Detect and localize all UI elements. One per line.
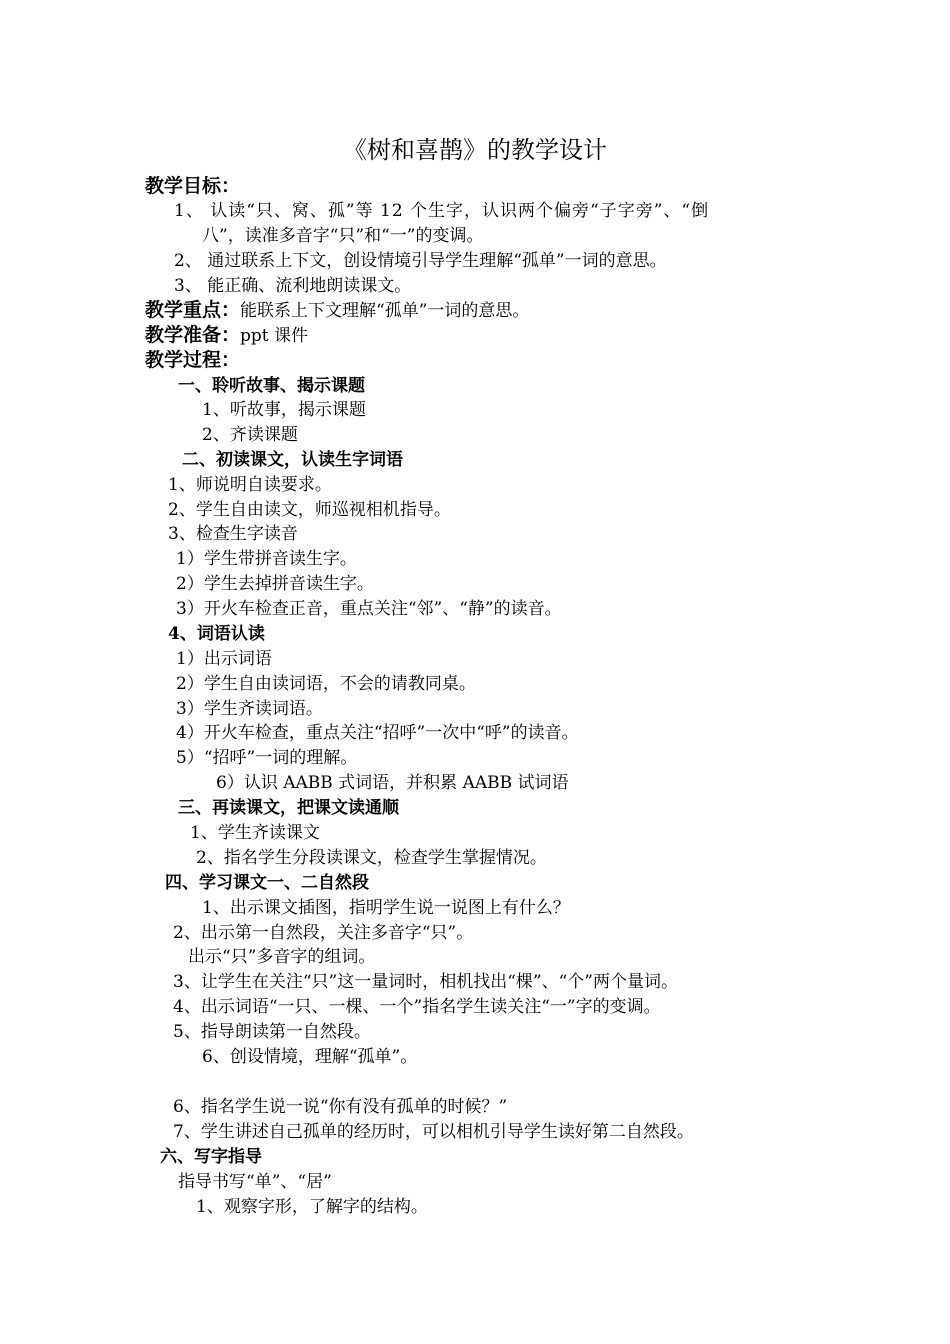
- list-item: 3、让学生在关注“只”这一量词时，相机找出“棵”、“个”两个量词。: [173, 972, 678, 992]
- list-item: 2、出示第一自然段，关注多音字“只”。: [173, 923, 474, 943]
- goal-item: 3、 能正确、流利地朗读课文。: [174, 276, 412, 296]
- list-item: 5、指导朗读第一自然段。: [173, 1022, 371, 1042]
- goal-item-continued: 八”，读准多音字“只”和“一”的变调。: [202, 226, 484, 246]
- goals-heading: 教学目标：: [145, 175, 241, 197]
- list-item: 1、观察字形，了解字的结构。: [196, 1197, 428, 1217]
- sub-item: 1）出示词语: [176, 649, 272, 669]
- section-title: 六、写字指导: [160, 1147, 262, 1167]
- list-item: 2、齐读课题: [202, 425, 298, 445]
- goal-item: 2、 通过联系上下文，创设情境引导学生理解“孤单”一词的意思。: [174, 251, 667, 271]
- sub-item: 1）学生带拼音读生字。: [176, 549, 357, 569]
- list-item: 1、师说明自读要求。: [168, 475, 332, 495]
- list-item: 出示“只”多音字的组词。: [188, 947, 376, 967]
- sub-item: 6）认识 AABB 式词语，并积累 AABB 试词语: [216, 773, 569, 793]
- focus-text: 能联系上下文理解“孤单”一词的意思。: [240, 301, 530, 321]
- goal-item: 1、 认读“只、窝、孤”等 12 个生字，认识两个偏旁“子字旁”、“倒: [174, 201, 710, 221]
- sub-item: 2）学生去掉拼音读生字。: [176, 574, 374, 594]
- sub-item: 3）学生齐读词语。: [176, 699, 323, 719]
- list-item: 6、指名学生说一说“你有没有孤单的时候？”: [173, 1097, 508, 1117]
- prep-text: ppt 课件: [240, 326, 309, 346]
- list-item: 4、出示词语“一只、一棵、一个”指名学生读关注“一”字的变调。: [173, 997, 661, 1017]
- section-title: 一、聆听故事、揭示课题: [178, 376, 365, 396]
- list-item: 指导书写“单”、“居”: [178, 1172, 332, 1192]
- list-item: 2、学生自由读文，师巡视相机指导。: [168, 500, 451, 520]
- list-item-heading: 4、词语认读: [168, 624, 265, 644]
- section-title: 二、初读课文，认读生字词语: [182, 450, 403, 470]
- focus-line: [145, 298, 529, 323]
- sub-item: 2）学生自由读词语，不会的请教同桌。: [176, 674, 476, 694]
- list-item: 2、指名学生分段读课文，检查学生掌握情况。: [196, 848, 547, 868]
- process-heading: 教学过程：: [145, 349, 241, 371]
- list-item: 6、创设情境，理解“孤单”。: [202, 1047, 418, 1067]
- section-title: 三、再读课文，把课文读通顺: [178, 798, 399, 818]
- list-item: 1、学生齐读课文: [190, 823, 320, 843]
- list-item: 7、学生讲述自己孤单的经历时，可以相机引导学生读好第二自然段。: [173, 1122, 694, 1142]
- page-title: 《树和喜鹊》的教学设计: [343, 136, 607, 164]
- section-title: 四、学习课文一、二自然段: [165, 873, 369, 893]
- sub-item: 3）开火车检查正音，重点关注“邻”、“静”的读音。: [176, 599, 562, 619]
- prep-line: [145, 323, 308, 348]
- prep-heading: 教学准备：: [145, 324, 241, 346]
- focus-heading: 教学重点：: [145, 299, 241, 321]
- sub-item: 5）“招呼”一词的理解。: [176, 748, 358, 768]
- sub-item: 4）开火车检查，重点关注“招呼”一次中“呼”的读音。: [176, 723, 579, 743]
- list-item: 3、检查生字读音: [168, 524, 298, 544]
- list-item: 1、出示课文插图，指明学生说一说图上有什么？: [202, 898, 570, 918]
- list-item: 1、听故事，揭示课题: [202, 400, 366, 420]
